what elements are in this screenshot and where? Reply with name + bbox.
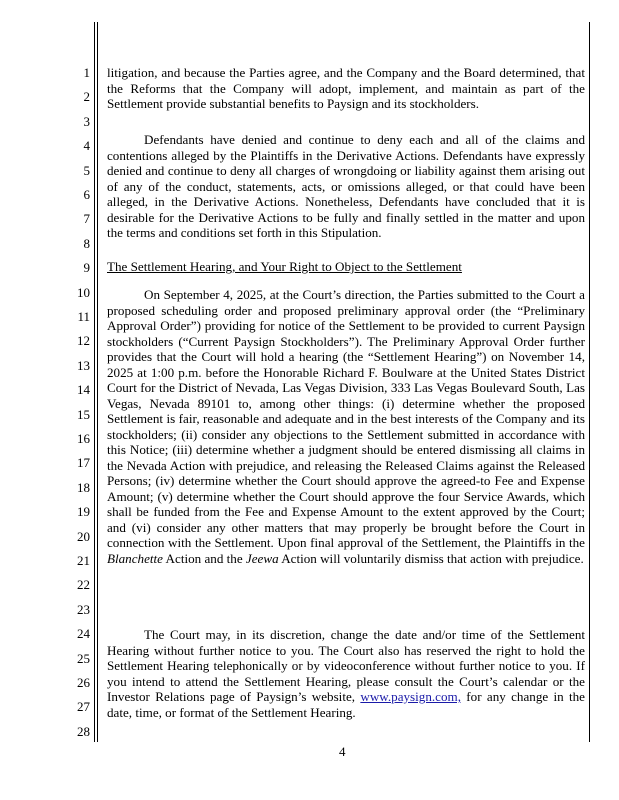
paragraph-litigation: litigation, and because the Parties agree, and the Company and the Board determined, that the Reforms that the Company will adopt, implement, and maintain as part of the Settlement provide substantial benefits to Paysign and its stockholders. [107,65,585,111]
hearing-text-end: Action will voluntarily dismiss that action with prejudice. [278,550,584,566]
line-number: 1 [83,65,90,80]
jeewa-case-name: Jeewa [245,550,279,566]
paragraph-settlement-hearing [107,287,585,566]
line-number: 17 [77,455,90,471]
line-number: 26 [77,675,90,690]
line-number: 3 [83,113,90,129]
line-number: 9 [83,260,90,276]
section-heading-text: The Settlement Hearing, and Your Right to Object to the Settlement [107,259,462,274]
left-margin-rule [94,22,95,742]
line-number: 10 [77,284,90,300]
right-margin-rule [589,22,590,742]
section-heading-settlement-hearing [107,259,585,275]
line-number: 11 [77,309,90,324]
line-number: 23 [77,601,90,617]
hearing-text: On September 4, 2025, at the Court’s direction, the Parties submitted to the Court a proposed scheduling order and proposed preliminary approval order (the “Preliminary Approval Order”) providing for notice of the Settlement to be provided to current Paysign stockholders (“Current Paysign Stockholders”). The Preliminary Approval Order further provides that the Court will hold a hearing (the “Settlement Hearing”) on November 14, 2025 at 1:00 p.m. before the Honorable Richard F. Boulware at the United States District Court for the District of Nevada, Las Vegas Division, 333 Las Vegas Boulevard South, Las Vegas, Nevada 89101 to, among other things: (i) determine whether the proposed Settlement is fair, reasonable and adequate and in the best interests of the Company and its stockholders; (ii) consider any objections to the Settlement submitted in accordance with this Notice; (iii) determine whether a judgment should be entered dismissing all claims in the Nevada Action with prejudice, and releasing the Released Claims against the Released Persons; (iv) determine whether the Court should approve the agreed-to Fee and Expense Amount; (v) determine whether the Court should approve the four Service Awards, which shall be funded from the Fee and Expense Amount to the extent approved by the Court; and (vi) consider any other matters that may properly be brought before the Court in connection with the Settlement. Upon final approval of the Settlement, the Plaintiffs in the [107,287,585,550]
line-number: 2 [83,89,90,105]
line-number: 27 [77,699,90,715]
discretion-text-end: for any change in the date, time, or format of the Settlement Hearing. [107,689,585,720]
line-number: 25 [77,650,90,666]
hearing-text-mid: Action and the [163,550,246,566]
blanchette-case-name: Blanchette [107,550,163,566]
line-number: 14 [77,382,90,398]
line-number: 20 [77,528,90,544]
line-number: 16 [77,431,90,446]
line-number: 12 [77,333,90,349]
line-number: 18 [77,479,90,495]
paragraph-defendants-denial: Defendants have denied and continue to deny each and all of the claims and contentions alleged by the Plaintiffs in the Derivative Actions. Defendants have expressly denied and continue to deny all charges of wrongdoing or liability against them arising out of any of the conduct, statements, acts, or omissions alleged, or that could have been alleged, in the Derivative Actions. Nonetheless, Defendants have concluded that it is desirable for the Derivative Actions to be fully and finally settled in the matter and upon the terms and conditions set forth in this Stipulation. [107,132,585,240]
line-number: 5 [83,162,90,178]
line-number: 24 [77,626,90,642]
line-number: 6 [83,187,90,202]
line-number: 19 [77,504,90,520]
left-margin-rule-inner [97,22,98,742]
line-number: 15 [77,406,90,422]
line-number: 8 [83,235,90,251]
discretion-text: The Court may, in its discretion, change the date and/or time of the Settlement Hearing without further notice to you. The Court also has reserved the right to hold the Settlement Hearing telephonically or by videoconference without further notice to you. If you intend to attend the Settlement Hearing, please consult the Court’s calendar or the Investor Relations page of Paysign’s website, [107,627,585,704]
paysign-website-link[interactable]: www.paysign.com, [360,689,461,704]
line-number: 21 [77,553,90,568]
line-number: 28 [77,723,90,739]
page-number: 4 [339,744,346,759]
line-number: 13 [77,357,90,373]
paragraph-court-discretion [107,627,585,720]
line-number: 4 [83,138,90,154]
line-number: 7 [83,211,90,227]
line-number: 22 [77,577,90,593]
